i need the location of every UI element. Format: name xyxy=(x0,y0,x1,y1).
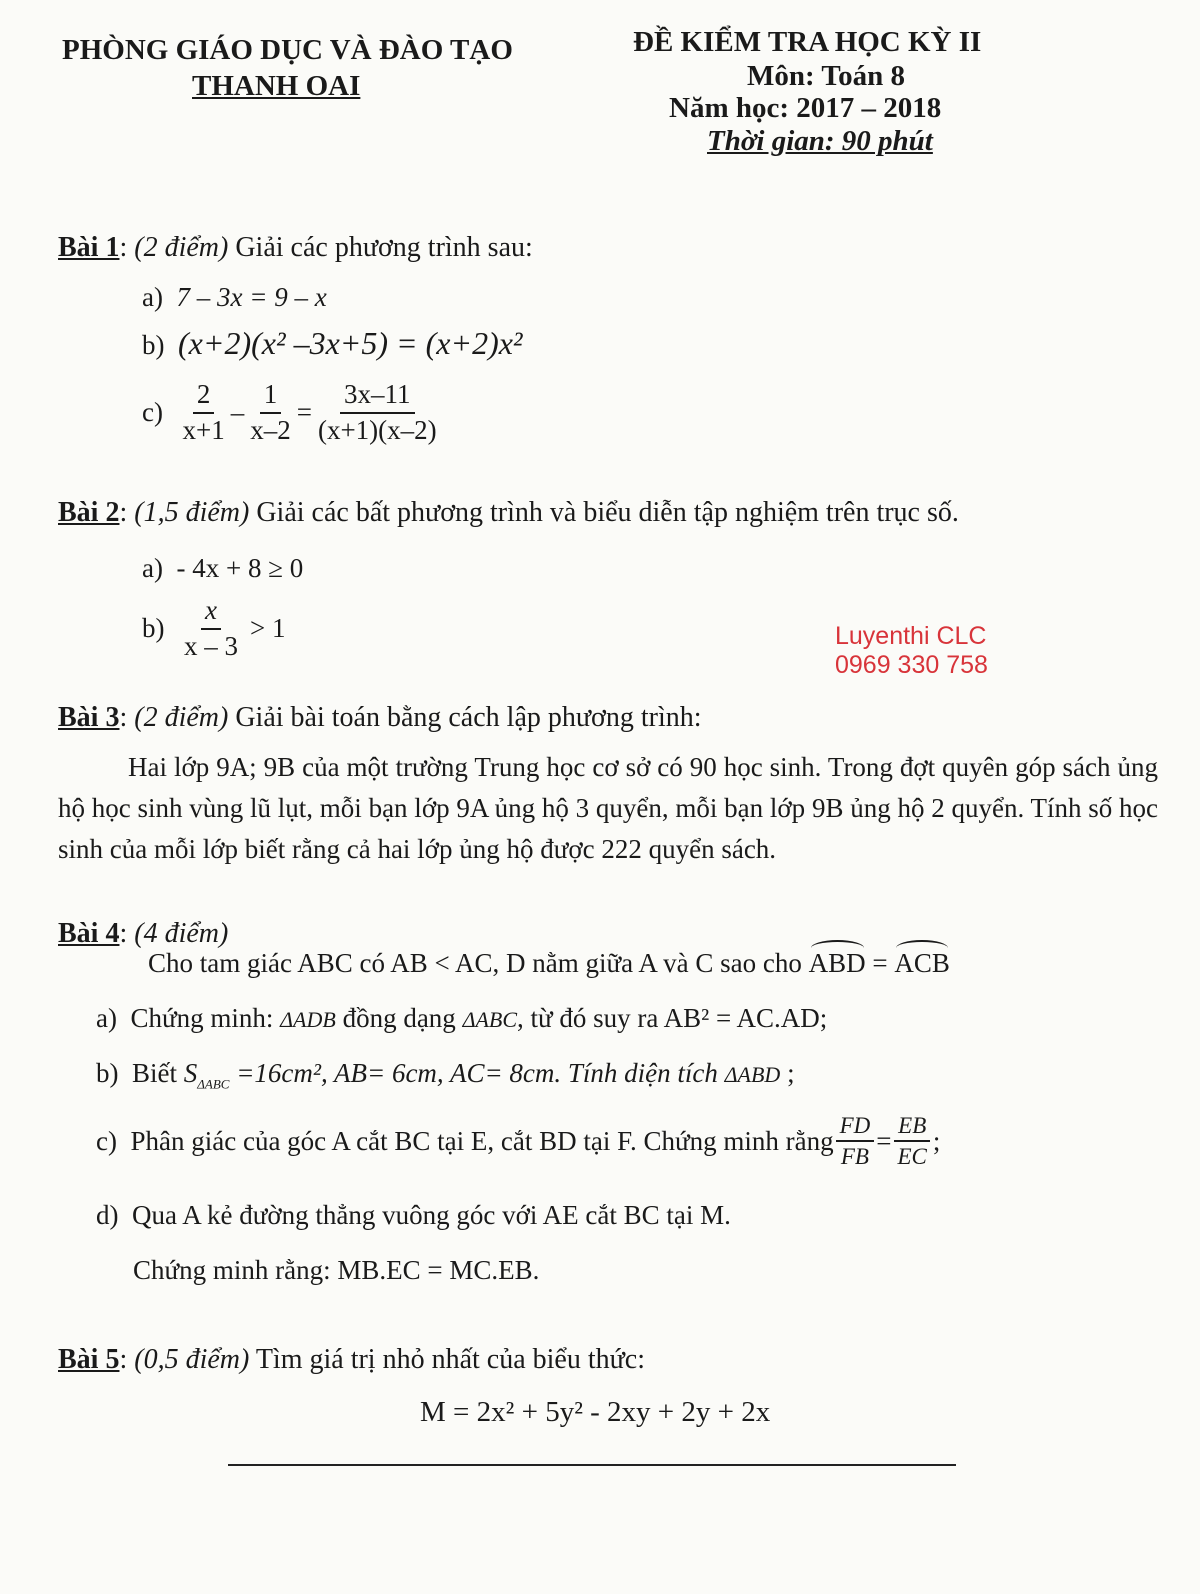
watermark-name: Luyenthi CLC xyxy=(835,622,987,650)
angle-acb: ACB xyxy=(894,948,950,978)
problem-2a-label: a) xyxy=(142,553,163,583)
fraction: $\frac{3x-11}{(x+1)(x-2)}$ xyxy=(317,379,437,445)
problem-3-points: (2 điểm) xyxy=(134,702,229,733)
problem-1a-equation: 7 – 3x = 9 – x xyxy=(176,282,327,312)
problem-2b xyxy=(142,596,285,661)
angle-abd: ABD xyxy=(808,948,866,978)
problem-1b xyxy=(142,325,523,362)
problem-4a: a) Chứng minh: ΔADB đồng dạng ΔABC, từ đó suy ra AB² = AC.AD; xyxy=(96,1003,828,1033)
problem-1a-label: a) xyxy=(142,282,163,312)
problem-2-prompt: Giải các bất phương trình và biểu diễn tập nghiệm trên trục số. xyxy=(249,497,959,528)
school-year: Năm học: 2017 – 2018 xyxy=(669,92,942,124)
problem-2a-inequality: - 4x + 8 ≥ 0 xyxy=(176,553,304,583)
problem-4b: b) Biết $S_{\Delta ABC} =16cm^2$, AB= 6cm, AC= 8cm. Tính diện tích ΔABD ; xyxy=(96,1058,795,1092)
fraction: $\frac{1}{x-2}$ xyxy=(250,379,291,445)
end-rule xyxy=(228,1464,956,1466)
problem-1-heading: Bài 1: (2 điểm) Giải các phương trình sau: xyxy=(58,232,533,263)
problem-4-points: (4 điểm) xyxy=(134,918,229,949)
problem-1c: c) $\frac{2}{x+1}$ – $\frac{1}{x-2}$ = $\frac{3x-11}{(x+1)(x-2)}$ xyxy=(142,380,443,445)
fraction: $\frac{EB}{EC}$ xyxy=(894,1113,931,1170)
problem-1b-equation: (x+2)(x² –3x+5) = (x+2)x² xyxy=(178,325,523,361)
problem-1-points: (2 điểm) xyxy=(134,232,229,263)
problem-2b-rhs: > 1 xyxy=(250,613,286,644)
problem-3-body: Hai lớp 9A; 9B của một trường Trung học cơ sở có 90 học sinh. Trong đợt quyên góp sách ủng hộ học sinh vùng lũ lụt, mỗi bạn lớp 9A ủng hộ 3 quyển, mỗi bạn lớp 9B ủng hộ 2 quyển. Tính số học sinh của mỗi lớp biết rằng cả hai lớp ủng hộ được 222 quyển sách. xyxy=(58,752,1158,864)
problem-4-label: Bài 4 xyxy=(58,918,120,949)
problem-5-label: Bài 5 xyxy=(58,1344,120,1375)
watermark-stamp xyxy=(835,622,988,680)
watermark-phone: 0969 330 758 xyxy=(835,651,988,679)
fraction: $\frac{x}{x - 3}$ xyxy=(184,595,238,661)
problem-2-points: (1,5 điểm) xyxy=(134,497,250,528)
problem-4c: c) Phân giác của góc A cắt BC tại E, cắt BD tại F. Chứng minh rằng $\frac{FD}{FB}$ = $\frac{EB}{EC}$ ; xyxy=(96,1113,941,1170)
problem-2-heading: Bài 2: (1,5 điểm) Giải các bất phương trình và biểu diễn tập nghiệm trên trục số. xyxy=(58,497,959,528)
exam-subject: Môn: Toán 8 xyxy=(747,60,905,92)
problem-1-prompt: Giải các phương trình sau: xyxy=(228,232,533,263)
problem-2a xyxy=(142,553,303,584)
problem-1a xyxy=(142,282,327,313)
exam-duration: Thời gian: 90 phút xyxy=(707,125,933,157)
problem-2b-label: b) xyxy=(142,613,165,644)
fraction: $\frac{2}{x+1}$ xyxy=(182,379,225,445)
problem-1-label: Bài 1 xyxy=(58,232,120,263)
problem-1b-label: b) xyxy=(142,330,165,360)
problem-4d-conclusion: Chứng minh rằng: MB.EC = MC.EB. xyxy=(133,1255,540,1285)
problem-3-label: Bài 3 xyxy=(58,702,120,733)
problem-4d: d) Qua A kẻ đường thẳng vuông góc với AE cắt BC tại M. xyxy=(96,1200,731,1230)
problem-3-prompt: Giải bài toán bằng cách lập phương trình: xyxy=(228,702,702,733)
problem-4-intro: Cho tam giác ABC có AB < AC, D nằm giữa A và C sao cho ABD = ACB xyxy=(148,948,950,978)
department-name: PHÒNG GIÁO DỤC VÀ ĐÀO TẠO xyxy=(62,34,513,66)
exam-title: ĐỀ KIỂM TRA HỌC KỲ II xyxy=(633,26,982,58)
problem-5-prompt: Tìm giá trị nhỏ nhất của biểu thức: xyxy=(249,1344,646,1375)
problem-5-heading: Bài 5: (0,5 điểm) Tìm giá trị nhỏ nhất của biểu thức: xyxy=(58,1344,646,1375)
fraction: $\frac{FD}{FB}$ xyxy=(836,1113,875,1170)
problem-5-expression: M = 2x² + 5y² - 2xy + 2y + 2x xyxy=(420,1396,771,1428)
problem-1c-label: c) xyxy=(142,397,163,428)
problem-2-label: Bài 2 xyxy=(58,497,120,528)
problem-4-heading: Bài 4: (4 điểm) xyxy=(58,918,229,949)
district-name: THANH OAI xyxy=(192,70,361,102)
problem-3-heading: Bài 3: (2 điểm) Giải bài toán bằng cách lập phương trình: xyxy=(58,702,702,733)
problem-5-points: (0,5 điểm) xyxy=(134,1344,250,1375)
